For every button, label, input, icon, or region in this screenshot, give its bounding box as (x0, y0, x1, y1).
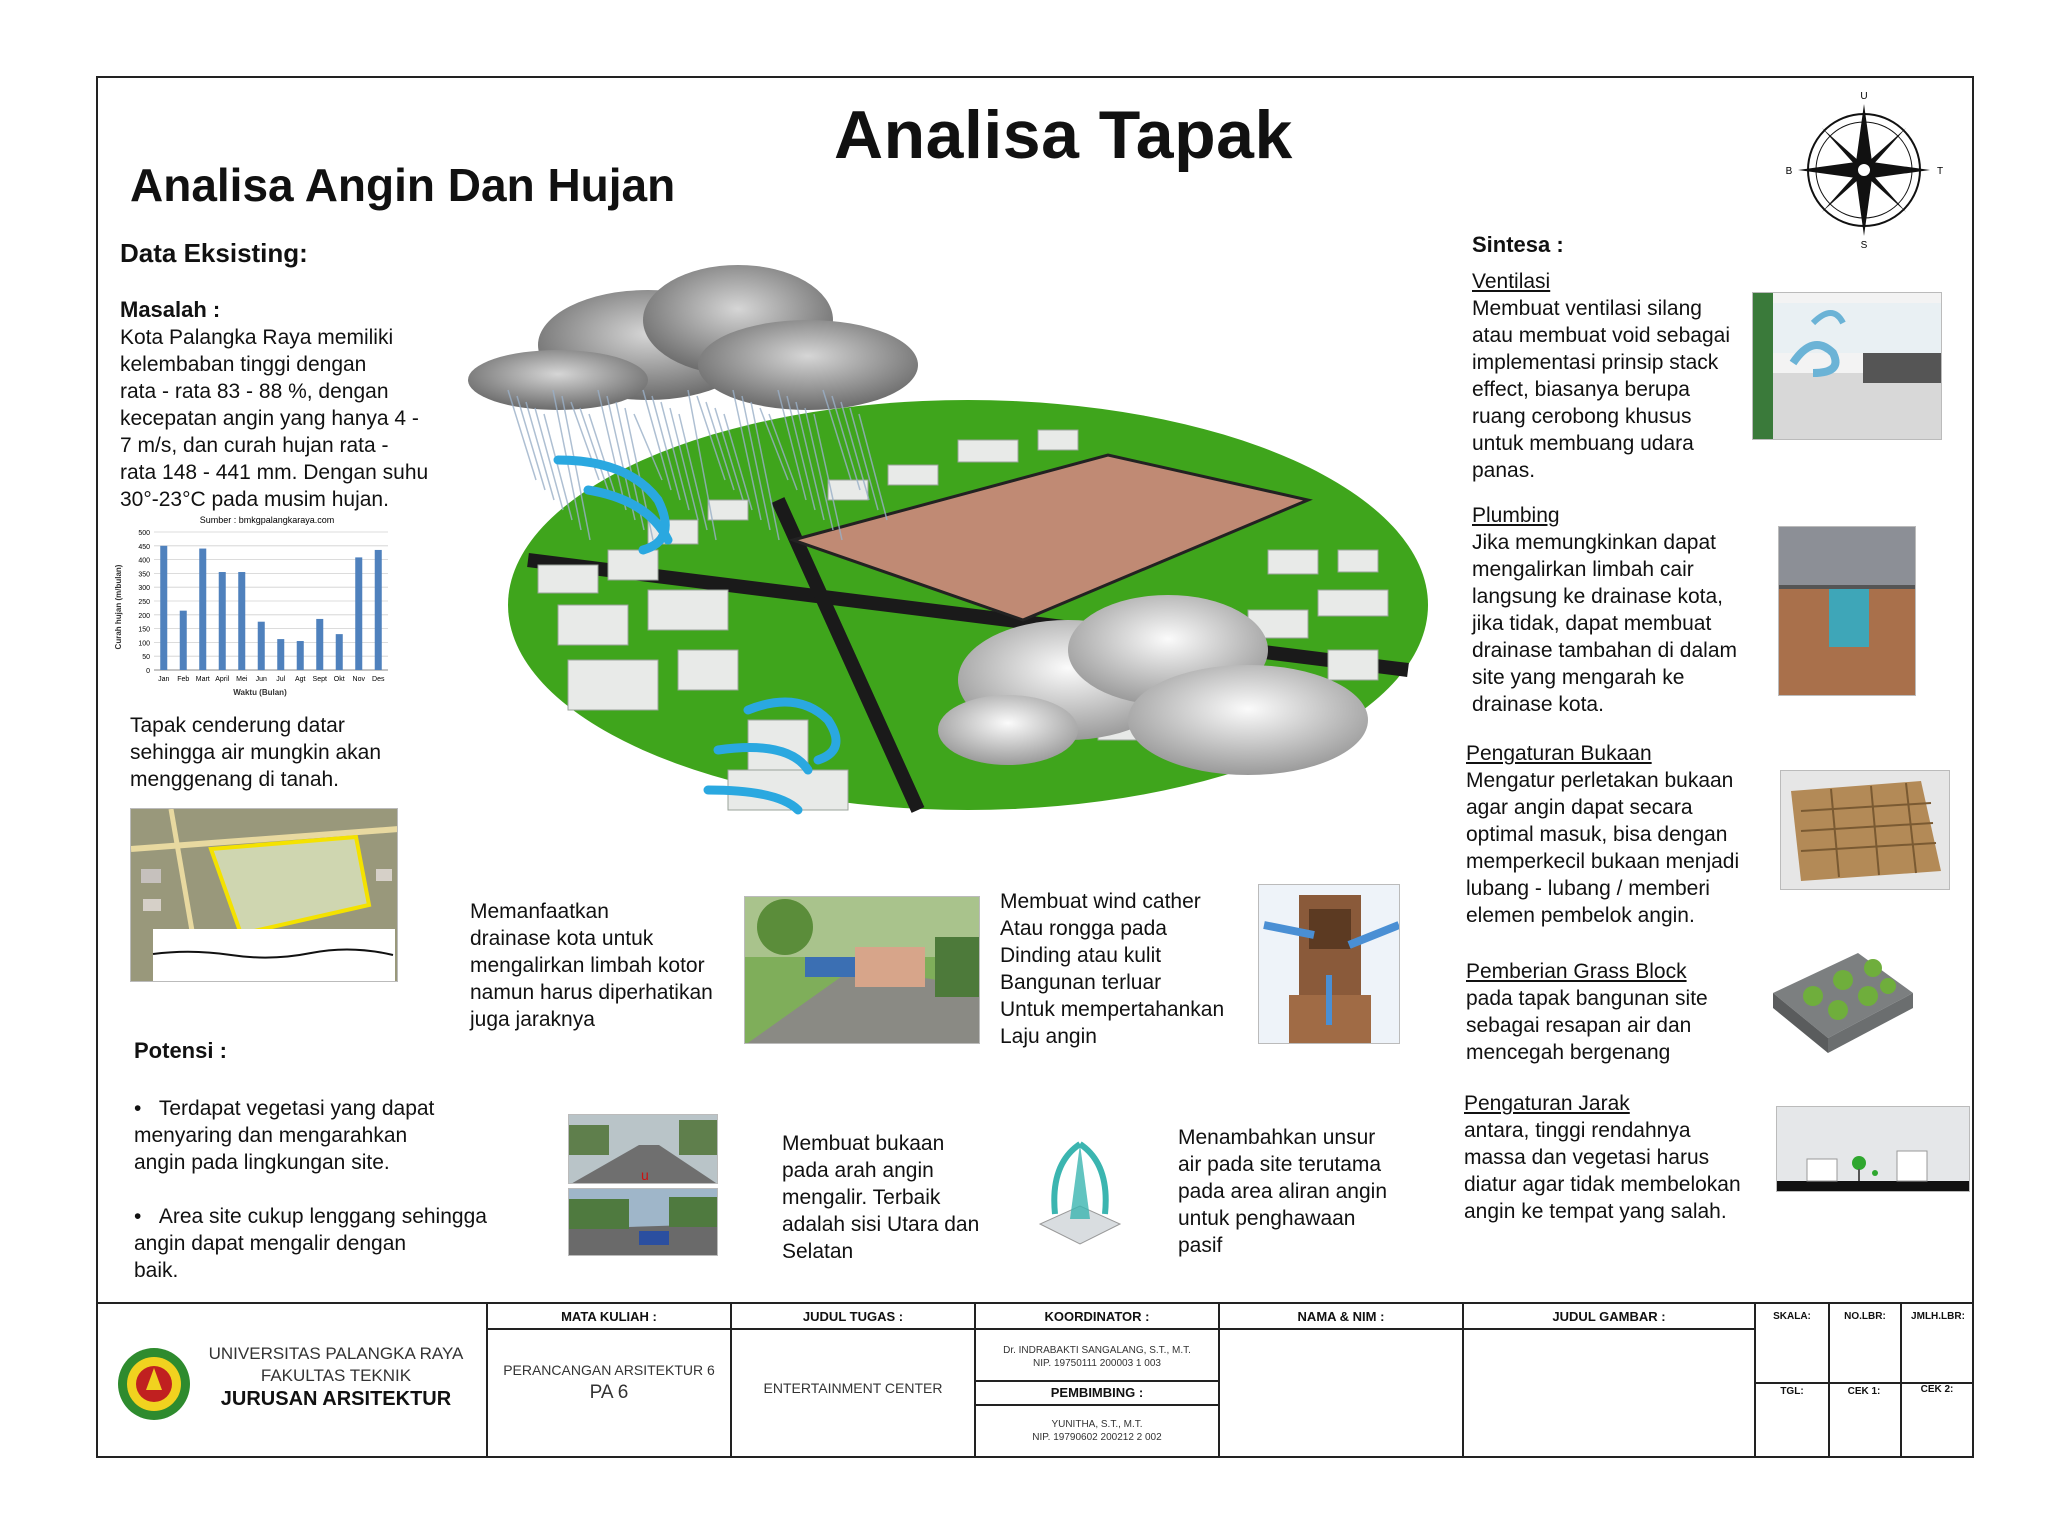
chart-bar (199, 549, 206, 670)
sintesa-text: Jika memungkinkan dapat mengalirkan limbah cair langsung ke drainase kota, jika tidak, dapat membuat drainase tambahan di dalam site yang mengarah ke drainase kota. (1472, 531, 1738, 716)
site-aerial-map (130, 808, 398, 982)
chart-xtick-label: Agt (294, 676, 306, 683)
chart-ytick-label: 400 (138, 557, 150, 565)
road-photo-top (568, 1114, 718, 1184)
section-title: Analisa Angin Dan Hujan (130, 159, 676, 211)
sintesa-title: Ventilasi (1472, 270, 1551, 293)
chart-ytick-label: 50 (142, 654, 150, 662)
tapak-text: Tapak cenderung datar sehingga air mungkin akan menggenang di tanah. (130, 714, 381, 791)
rain-streak (526, 402, 554, 500)
tb-koordinator (974, 1304, 1218, 1458)
sintesa-text: pada tapak bangunan site sebagai resapan air dan mencegah bergenang (1466, 987, 1708, 1064)
windcatcher-diagram (1258, 884, 1400, 1044)
chart-xtick-label: Des (372, 676, 385, 683)
compass-icon (1784, 90, 1944, 250)
chart-xtick-label: Feb (177, 676, 190, 683)
koordinator-nip: NIP. 19750111 200003 1 003 (1033, 1358, 1161, 1369)
chart-bar (316, 619, 323, 670)
chart-xtick-label: Jul (276, 676, 286, 683)
koordinator-name: Dr. INDRABAKTI SANGALANG, S.T., M.T. (1003, 1345, 1191, 1356)
chart-bar (238, 572, 245, 670)
skala-label: SKALA: (1773, 1311, 1811, 1322)
chart-xtick-label: Mart (195, 676, 210, 683)
chart-bar (180, 611, 187, 670)
sintesa-text: Membuat ventilasi silang atau membuat void sebagai implementasi prinsip stack effect, biasanya berupa ruang cerobong khusus untuk membuang udara panas. (1472, 297, 1730, 482)
chart-ylabel: Curah hujan (m/bulan) (114, 564, 123, 650)
chart-bar (375, 550, 382, 670)
rain-streak (571, 402, 599, 480)
potensi-heading: Potensi : (134, 1038, 227, 1063)
chart-ytick-label: 450 (138, 543, 150, 551)
tb-meta (1754, 1304, 1972, 1458)
chart-xtick-label: Okt (333, 676, 345, 683)
chart-bar (160, 546, 167, 670)
chart-xlabel: Waktu (Bulan) (233, 688, 287, 697)
sintesa-item-bukaan (1466, 740, 1776, 929)
sintesa-item-grass-block (1466, 958, 1756, 1066)
cek1-label: CEK 1: (1847, 1386, 1881, 1397)
chart-title: Sumber : bmkgpalangkaraya.com (199, 515, 335, 525)
tb-judul-tugas (730, 1304, 974, 1458)
mata-kuliah-code: PA 6 (589, 1382, 629, 1403)
chart-ytick-label: 350 (138, 571, 150, 579)
title-block (96, 1302, 1974, 1458)
bukaan-diagram (1780, 770, 1950, 890)
fountain-icon (1030, 1124, 1130, 1252)
chart-ytick-label: 200 (138, 612, 150, 620)
chart-bar (355, 557, 362, 670)
tb-mata-kuliah (486, 1304, 730, 1458)
chart-xtick-label: Sept (312, 676, 327, 683)
faculty-name: FAKULTAS TEKNIK (260, 1366, 412, 1385)
chart-bar (277, 639, 284, 670)
plumbing-diagram (1778, 526, 1916, 696)
rainfall-chart (112, 512, 396, 698)
chart-bar (219, 572, 226, 670)
compass-north: U (1860, 91, 1868, 102)
sintesa-item-jarak (1464, 1090, 1774, 1225)
department-name: JURUSAN ARSITEKTUR (220, 1388, 452, 1410)
sintesa-title: Pengaturan Jarak (1464, 1092, 1630, 1115)
road-photo-bottom (568, 1188, 718, 1256)
jmllbr-label: JMLH.LBR: (1900, 1304, 1974, 1458)
nolbr-label: NO.LBR: (1828, 1304, 1900, 1458)
bukaan-text: Membuat bukaan pada arah angin mengalir. Terbaik adalah sisi Utara dan Selatan (782, 1132, 980, 1263)
potensi-item: • Area site cukup lenggang sehingga angin dapat mengalir dengan baik. (134, 1205, 487, 1282)
chart-ytick-label: 100 (138, 640, 150, 648)
judul-gambar-label: JUDUL GAMBAR : (1464, 1304, 1754, 1330)
chart-xtick-label: Jun (255, 676, 267, 683)
chart-bar (297, 641, 304, 670)
chart-xtick-label: Nov (352, 676, 365, 683)
street-photo (744, 896, 980, 1044)
chart-ytick-label: 250 (138, 599, 150, 606)
drainase-text: Memanfaatkan drainase kota untuk mengalirkan limbah kotor namun harus diperhatikan juga jaraknya (470, 900, 713, 1031)
photo-marker-u: u (641, 1167, 649, 1183)
compass-east: T (1936, 166, 1944, 177)
sintesa-item-ventilasi (1472, 268, 1762, 484)
ventilasi-diagram (1752, 292, 1942, 440)
chart-xtick-label: April (215, 676, 230, 683)
sintesa-title: Pemberian Grass Block (1466, 960, 1687, 983)
potensi-list (134, 1068, 534, 1311)
site-3d-illustration (448, 250, 1438, 830)
university-logo (116, 1346, 192, 1422)
chart-ytick-label: 150 (138, 626, 150, 634)
masalah-text: Kota Palangka Raya memiliki kelembaban tinggi dengan rata - rata 83 - 88 %, dengan kecepatan angin yang hanya 4 - 7 m/s, dan curah hujan rata - rata 148 - 441 mm. Dengan suhu 30°-23°C pada musim hujan. (120, 326, 429, 511)
rain-streak (517, 396, 545, 490)
chart-xtick-label: Mei (236, 676, 248, 683)
sintesa-text: antara, tinggi rendahnya massa dan vegetasi harus diatur agar tidak membelokan angin ke tempat yang salah. (1464, 1119, 1741, 1223)
jarak-diagram (1776, 1106, 1970, 1192)
page-title: Analisa Tapak (834, 97, 1293, 173)
tb-judul-gambar (1462, 1304, 1754, 1458)
tgl-label: TGL: (1780, 1386, 1804, 1397)
sintesa-title: Pengaturan Bukaan (1466, 742, 1652, 765)
chart-bar (258, 622, 265, 670)
windcatcher-text: Membuat wind cather Atau rongga pada Dinding atau kulit Bangunan terluar Untuk mempertahankan Laju angin (1000, 890, 1225, 1048)
university-name: UNIVERSITAS PALANGKA RAYA (208, 1344, 464, 1363)
cek2-label: CEK 2: (1920, 1384, 1954, 1395)
pembimbing-name: YUNITHA, S.T., M.T. (1051, 1419, 1143, 1430)
sintesa-item-plumbing (1472, 502, 1762, 718)
judul-tugas-value: ENTERTAINMENT CENTER (763, 1380, 943, 1396)
data-eksisting-heading: Data Eksisting: (120, 238, 308, 268)
compass-west: B (1785, 166, 1793, 177)
rain-streak (580, 408, 608, 490)
chart-ytick-label: 500 (138, 530, 150, 537)
sintesa-text: Mengatur perletakan bukaan agar angin dapat secara optimal masuk, bisa dengan memperkecil bukaan menjadi lubang - lubang / memberi elemen pembelok angin. (1466, 769, 1740, 927)
potensi-item: • Terdapat vegetasi yang dapat menyaring dan mengarahkan angin pada lingkungan site. (134, 1097, 435, 1174)
chart-xtick-label: Jan (158, 676, 170, 683)
grass-block-icon (1768, 948, 1918, 1058)
chart-ytick-label: 300 (138, 585, 150, 593)
air-text: Menambahkan unsur air pada site terutama pada area aliran angin untuk penghawaan pasif (1178, 1126, 1387, 1257)
mata-kuliah-value: PERANCANGAN ARSITEKTUR 6 (503, 1362, 715, 1378)
chart-bar (336, 634, 343, 670)
masalah-heading: Masalah : (120, 297, 221, 322)
compass-south: S (1860, 240, 1868, 250)
sintesa-heading: Sintesa : (1472, 232, 1564, 257)
nama-nim-label: NAMA & NIM : (1220, 1304, 1462, 1330)
sintesa-title: Plumbing (1472, 504, 1560, 527)
koordinator-label: KOORDINATOR : (976, 1304, 1218, 1330)
judul-tugas-label: JUDUL TUGAS : (732, 1304, 974, 1330)
mata-kuliah-label: MATA KULIAH : (488, 1304, 730, 1330)
tb-nama-nim (1218, 1304, 1462, 1458)
pembimbing-label: PEMBIMBING : (976, 1380, 1218, 1406)
pembimbing-nip: NIP. 19790602 200212 2 002 (1032, 1432, 1162, 1443)
chart-ytick-label: 0 (146, 668, 150, 675)
